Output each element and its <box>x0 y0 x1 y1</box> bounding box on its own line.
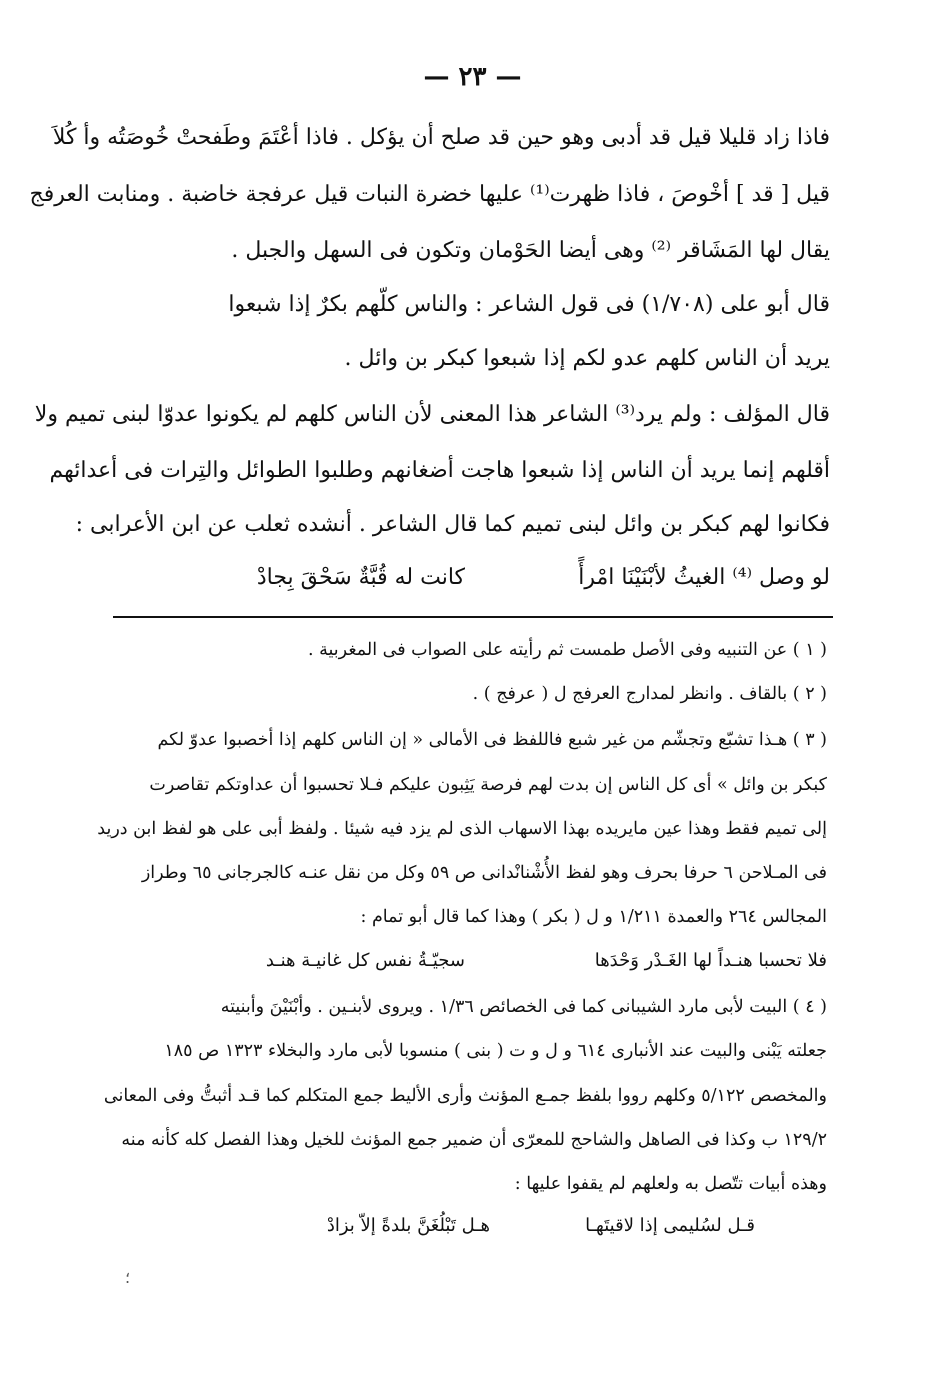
verse-first-hemistich: قـل لسُليمى إذا لاقيتَهـا <box>585 1215 755 1236</box>
main-line: يريد أن الناس كلهم عدو لكم إذا شبعوا كبكر بن وائل . <box>344 346 830 371</box>
footnote-line: ( ٤ ) البيت لأبى مارد الشيبانى كما فى الخصائص ١/٣٦ . ويروى لأبنـين . وأبْنَيْنَ وأبنيته <box>220 997 827 1017</box>
main-line: أقلهم إنما يريد أن الناس إذا شبعوا هاجت أضغانهم وطلبوا الطوائل والتِرات فى أعدائهم <box>49 458 830 483</box>
verse-first-hemistich: لو وصل ⁽⁴⁾ الغيثُ لأبْنَيْنَا امْرأً <box>578 565 830 590</box>
verse-second-hemistich: هـل تَبْلُغَنَّ بلدةً إلاّ بزادْ <box>326 1215 490 1236</box>
verse-first-hemistich: فلا تحسبا هنـداً لها الغَـدْر وَحْدَها <box>594 950 827 971</box>
footnote-verse <box>0 1215 945 1247</box>
main-line: فاذا زاد قليلا قيل قد أدبى وهو حين قد صلح أن يؤكل . فاذا أعْتَمَ وطَفحتْ خُوصَتُه وأ كُلاَ <box>52 125 830 150</box>
main-line: فكانوا لهم كبكر بن وائل لبنى تميم كما قال الشاعر . أنشده ثعلب عن ابن الأعرابى : <box>75 512 830 537</box>
footnote-line: ( ١ ) عن التنبيه وفى الأصل طمست ثم رأيته على الصواب فى المغربية . <box>308 640 827 660</box>
footnote-line: والمخصص ٥/١٢٢ وكلهم رووا بلفظ جمـع المؤنث وأرى الأليط جمع المتكلم كما قـد أثبتُّ وفى المعانى <box>103 1086 827 1106</box>
footnote-line: جعلته يَبْنى والبيت عند الأنبارى ٦١٤ و ل و ت ( بنى ) منسوبا لأبى مارد والبخلاء ١٣٢٣ ص ١٨٥ <box>164 1041 827 1061</box>
footnote-line: ( ٢ ) بالقاف . وانظر لمدارج العرفج ل ( عرفج ) . <box>472 684 827 704</box>
footnote-line: ١٢٩/٢ ب وكذا فى الصاهل والشاحج للمعرّى أن ضمير جمع المؤنث للخيل وهذا الفصل كله كأنه منه <box>121 1130 827 1150</box>
footnote-verse <box>0 950 945 980</box>
main-verse <box>0 565 945 599</box>
main-line: يقال لها المَشَاقر ⁽²⁾ وهى أيضا الحَوْمان وتكون فى السهل والجبل . <box>231 238 830 263</box>
main-line: قال أبو على (١/٧٠٨) فى قول الشاعر : والناس كلّهم بكرٌ إذا شبعوا <box>228 292 830 317</box>
margin-mark: ؛ <box>125 1268 131 1287</box>
main-line: قال المؤلف : ولم يرد⁽³⁾ الشاعر هذا المعنى لأن الناس كلهم لم يكونوا عدوّا لبنى تميم ولا <box>34 402 830 427</box>
footnote-line: وهذه أبيات تتّصل به ولعلهم لم يقفوا عليها : <box>514 1174 827 1194</box>
footnote-line: فى المـلاحن ٦ حرفا بحرف وهو لفظ الأُشْنانْدانى ص ٥٩ وكل من نقل عنـه كالجرجانى ٦٥ وطراز <box>141 863 827 883</box>
footnote-line: ( ٣ ) هـذا تشبّع وتجشّم من غير شبع فاللفظ فى الأمالى « إن الناس كلهم إذا أخصبوا عدوّ لكم <box>157 730 827 750</box>
verse-second-hemistich: كانت له قُبَّةٌ سَحْقَ بِجادْ <box>256 565 465 590</box>
verse-second-hemistich: سجيّـةُ نفس كل غانيـة هنـد <box>265 950 465 971</box>
page-number: — ٢٣ — <box>423 62 522 92</box>
footnote-line: إلى تميم فقط وهذا عين مايريده بهذا الاسهاب الذى لم يزد فيه شيئا . ولفظ أبى على هو لفظ ابن دريد <box>97 819 827 839</box>
footnote-line: كبكر بن وائل » أى كل الناس إن بدت لهم فرصة يَثِبون عليكم فـلا تحسبوا أن عداوتكم تقاصرت <box>149 775 827 795</box>
footnote-divider <box>113 616 833 618</box>
main-line: قيل [ قد ] أخْوصَ ، فاذا ظهرت⁽¹⁾ عليها خضرة النبات قيل عرفجة خاضبة . ومنابت العرفج <box>29 182 830 207</box>
footnote-line: المجالس ٢٦٤ والعمدة ١/٢١١ و ل ( بكر ) وهذا كما قال أبو تمام : <box>360 907 827 927</box>
